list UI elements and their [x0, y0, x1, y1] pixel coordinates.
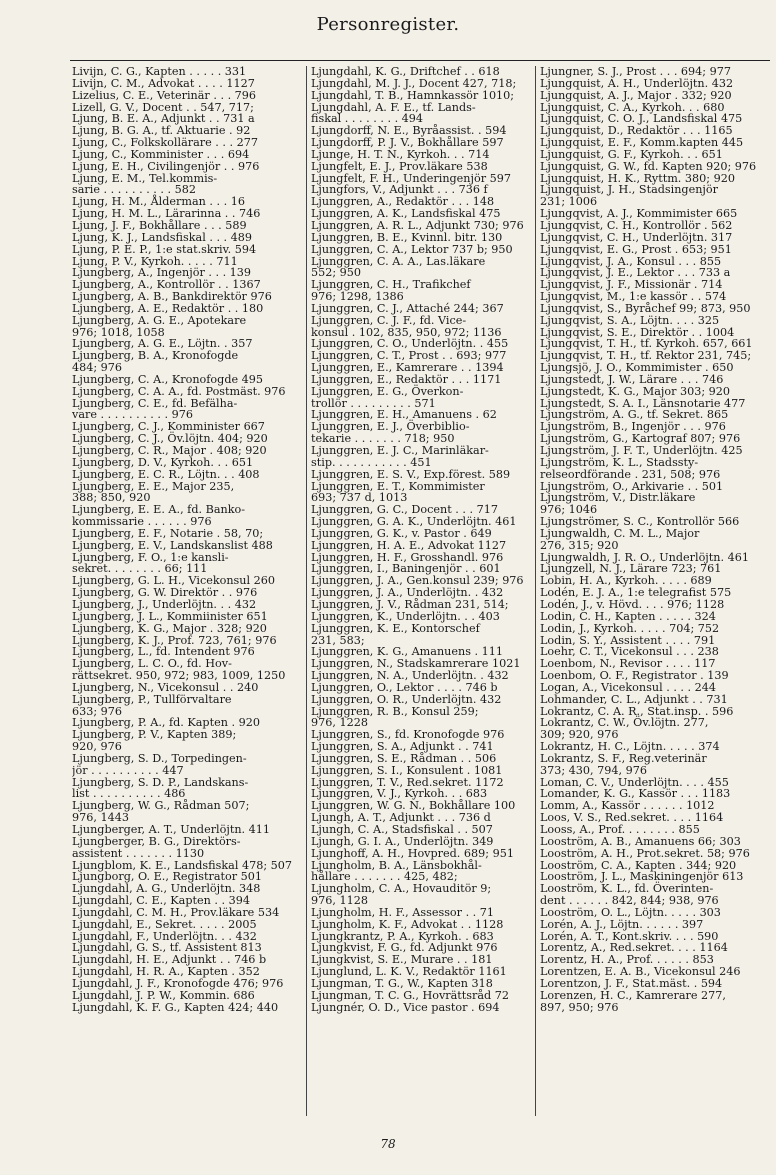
index-entry: 976, 1128 — [311, 894, 368, 908]
index-entry: 388; 850, 920 — [72, 491, 151, 505]
index-entry: kommissarie . . . . . . 976 — [72, 515, 212, 529]
index-entry: 231, 583; — [311, 633, 365, 647]
index-entry: Ljungberg, A. G. E., Löjtn. . 357 — [72, 337, 253, 351]
index-entry: Lodin, S. Y., Assistent . . . . 791 — [540, 633, 716, 647]
index-entry: Ljungqvist, A. J., Kommimister 665 — [540, 207, 738, 221]
index-entry: Lokrantz, C. A. R., Stat.insp. . 596 — [540, 704, 734, 718]
index-entry: Ljungström, G., Kartograf 807; 976 — [540, 432, 741, 446]
index-entry: Ljungberg, C. A. A., fd. Postmäst. 976 — [72, 384, 286, 398]
index-entry: Ljungberg, A., Kontrollör . . 1367 — [72, 278, 261, 292]
index-entry: Ljunggren, K. G., Amanuens . 111 — [311, 645, 503, 659]
index-entry: Ljungquist, G. F., Kyrkoh. . . 651 — [540, 147, 723, 161]
index-entry: Ljungstedt, K. G., Major 303; 920 — [540, 384, 731, 398]
index-entry: Ljunggren, C. A., Lektor 737 b; 950 — [311, 242, 513, 256]
index-entry: Ljung, J. F., Bokhållare . . . 589 — [72, 218, 247, 232]
index-entry: Ljungdahl, J. P. W., Kommin. 686 — [72, 988, 255, 1002]
index-entry: Ljunggren, W. G. N., Bokhållare 100 — [311, 799, 516, 813]
index-entry: Ljungquist, D., Redaktör . . . 1165 — [540, 124, 733, 138]
index-entry: Ljunggren, J. V., Rådman 231, 514; — [311, 597, 509, 611]
index-entry: Ljungholm, H. F., Assessor . . 71 — [311, 905, 495, 919]
index-entry: Livijn, C. G., Kapten . . . . . 331 — [72, 66, 247, 78]
index-entry: Logan, A., Vicekonsul . . . . 244 — [540, 680, 717, 694]
index-entry: Ljungdahl, F., Underlöjtn. . . 432 — [72, 929, 257, 943]
index-entry: Ljunggren, O. R., Underlöjtn. 432 — [311, 692, 502, 706]
index-entry: Ljungkrantz, P. A., Kyrkoh. . 683 — [311, 929, 494, 943]
index-entry: Ljungberg, S. D. P., Landskans- — [72, 775, 249, 789]
index-entry: Ljungkvist, F. G., fd. Adjunkt 976 — [311, 941, 498, 955]
index-entry: Ljunggren, E. H., Amanuens . 62 — [311, 408, 497, 422]
index-entry: Ljunggren, H. F., Grosshandl. 976 — [311, 550, 504, 564]
index-entry: Ljunggren, K. E., Kontorschef — [311, 621, 480, 635]
index-entry: Ljungdahl, G. S., tf. Assistent 813 — [72, 941, 262, 955]
index-entry: Ljungqvist, J. E., Lektor . . . 733 a — [540, 266, 731, 280]
index-entry: trollör . . . . . . . . . 571 — [311, 396, 436, 410]
index-entry: Ljungberg, G. L. H., Vicekonsul 260 — [72, 574, 275, 588]
index-entry: Lomm, A., Kassör . . . . . . 1012 — [540, 799, 715, 813]
index-entry: Ljungblom, K. E., Landsfiskal 478; 507 — [72, 858, 292, 872]
index-entry: Ljunglund, L. K. V., Redaktör 1161 — [311, 965, 507, 979]
index-entry: Ljunggren, B. E., Kvinnl. bitr. 130 — [311, 230, 503, 244]
index-entry: Ljungdahl, C. E., Kapten . . 394 — [72, 894, 250, 908]
index-entry: Ljunggren, I., Baningenjör . . 601 — [311, 562, 501, 576]
index-entry: Loenbom, N., Revisor . . . . 117 — [540, 657, 716, 671]
index-entry: Ljung, P. E. P., 1:e stat.skriv. 594 — [72, 242, 257, 256]
index-column-2 — [311, 66, 533, 1014]
index-entry: Ljung, B. G. A., tf. Aktuarie . 92 — [72, 124, 251, 138]
index-entry: Ljungqvist, C. H., Kontrollör . 562 — [540, 218, 733, 232]
index-entry: Ljungqvist, S. E., Direktör . . 1004 — [540, 325, 735, 339]
index-entry: Ljungberg, E. E., Major 235, — [72, 479, 235, 493]
index-entry: Lokrantz, H. C., Löjtn. . . . . 374 — [540, 740, 720, 754]
index-entry: Ljung, E. H., Civilingenjör . . 976 — [72, 159, 260, 173]
index-entry: Ljungberg, E. E. A., fd. Banko- — [72, 503, 245, 517]
index-entry: 976; 1018, 1058 — [72, 325, 165, 339]
index-entry: Ljungberg, L., fd. Intendent 976 — [72, 645, 255, 659]
index-entry: 231; 1006 — [540, 195, 598, 209]
index-entry: Livijn, C. M., Advokat . . . . 1127 — [72, 76, 255, 90]
index-entry: Ljungholm, K. F., Advokat . . 1128 — [311, 917, 504, 931]
index-entry: Ljunggren, E., Redaktör . . . 1171 — [311, 372, 502, 386]
index-entry: Ljungberg, C. J., Öv.löjtn. 404; 920 — [72, 432, 268, 446]
index-entry: Ljungquist, C. O. J., Landsfiskal 475 — [540, 112, 743, 126]
index-entry: Lodin, C. H., Kapten . . . . . 324 — [540, 609, 716, 623]
index-entry: Ljunggren, C. O., Underlöjtn. . 455 — [311, 337, 509, 351]
index-entry: Ljungdorff, N. E., Byråassist. . 594 — [311, 124, 507, 138]
index-entry: Ljungberger, A. T., Underlöjtn. 411 — [72, 823, 271, 836]
index-entry: Ljungberg, C. J., Komminister 667 — [72, 420, 265, 434]
index-entry: jör . . . . . . . . . . 447 — [72, 763, 184, 777]
index-entry: relseordförande . 231, 508; 976 — [540, 467, 721, 481]
index-entry: Ljungzell, N. J., Lärare 723; 761 — [540, 562, 722, 576]
index-entry: Ljungqvist, T. H., tf. Kyrkoh. 657, 661 — [540, 337, 753, 351]
index-entry: Ljungberg, E. F., Notarie . 58, 70; — [72, 526, 264, 540]
index-entry: Ljungberg, A. E., Redaktör . . 180 — [72, 301, 264, 315]
index-entry: Ljungberg, C. E., fd. Befälha- — [72, 396, 238, 410]
index-entry: Ljungberg, C. A., Kronofogde 495 — [72, 372, 264, 386]
index-entry: Ljung, P. V., Kyrkoh. . . . . 711 — [72, 254, 238, 268]
index-entry: 633; 976 — [72, 704, 123, 718]
index-entry: Lorenzen, H. C., Kamrerare 277, — [540, 988, 726, 1002]
index-entry: Ljunggren, S. E., Rådman . . 506 — [311, 751, 497, 765]
index-entry: Ljungberg, W. G., Rådman 507; — [72, 799, 250, 813]
index-entry: Ljungberg, A., Ingenjör . . . 139 — [72, 266, 252, 280]
index-entry: Ljungholm, C. A., Hovauditör 9; — [311, 882, 492, 896]
index-entry: Lizell, G. V., Docent . . 547, 717; — [72, 100, 254, 114]
index-entry: Ljunggren, R. B., Konsul 259; — [311, 704, 479, 718]
index-entry: Ljungberg, K. G., Major . 328; 920 — [72, 621, 267, 635]
index-entry: Lorentz, H. A., Prof. . . . . . 853 — [540, 953, 714, 967]
index-entry: Loehr, C. T., Vicekonsul . . . 238 — [540, 645, 719, 659]
index-entry: Ljungdahl, C. M. H., Prov.läkare 534 — [72, 905, 280, 919]
index-entry: Ljungberg, P. V., Kapten 389; — [72, 728, 237, 742]
index-entry: Ljungdorff, P. J. V., Bokhållare 597 — [311, 136, 504, 150]
index-entry: Ljunggren, E. J., Överbiblio- — [311, 420, 470, 434]
index-entry: sarie . . . . . . . . . . 582 — [72, 183, 196, 197]
index-entry: Ljunggren, E. G., Överkon- — [311, 384, 464, 398]
index-entry: Lodén, J., v. Hövd. . . . 976; 1128 — [540, 597, 725, 611]
index-entry: Ljungfors, V., Adjunkt . . . 736 f — [311, 183, 488, 197]
index-entry: Ljungquist, G. W., fd. Kapten 920; 976 — [540, 159, 757, 173]
page-title: Personregister. — [316, 14, 460, 35]
index-entry: Ljungwaldh, J. R. O., Underlöjtn. 461 — [540, 550, 749, 564]
index-entry: Ljungqvist, J. F., Missionär . 714 — [540, 278, 723, 292]
index-entry: Ljungdahl, K. G., Driftchef . . 618 — [311, 66, 500, 78]
index-entry: Ljungstedt, S. A. I., Länsnotarie 477 — [540, 396, 746, 410]
index-entry: Looss, A., Prof. . . . . . . . 855 — [540, 823, 700, 836]
index-entry: Ljungdahl, H. R. A., Kapten . 352 — [72, 965, 260, 979]
index-entry: Ljunggren, O., Lektor . . . . 746 b — [311, 680, 498, 694]
index-column-1 — [72, 66, 304, 1014]
index-entry: Ljungman, T. G., W., Kapten 318 — [311, 976, 493, 990]
index-entry: Ljungdahl, A. G., Underlöjtn. 348 — [72, 882, 261, 896]
index-entry: Looström, J. L., Maskiningenjör 613 — [540, 870, 744, 884]
index-entry: Ljungdahl, K. F. G., Kapten 424; 440 — [72, 1000, 279, 1014]
index-entry: Ljungberg, B. A., Kronofogde — [72, 349, 239, 363]
index-entry: Ljungdahl, E., Sekret. . . . . 2005 — [72, 917, 257, 931]
index-entry: Ljungholm, B. A., Länsbokhål- — [311, 858, 482, 872]
index-entry: Ljungqvist, C. H., Underlöjtn. 317 — [540, 230, 733, 244]
index-entry: Ljungquist, A. H., Underlöjtn. 432 — [540, 76, 734, 90]
index-entry: 693; 737 d, 1013 — [311, 491, 408, 505]
index-entry: Ljungwaldh, C. M. L., Major — [540, 526, 700, 540]
index-entry: Ljungströmer, S. C., Kontrollör 566 — [540, 515, 740, 529]
index-entry: Ljunggren, E. S. V., Exp.förest. 589 — [311, 467, 511, 481]
index-entry: Ljungquist, E. F., Komm.kapten 445 — [540, 136, 744, 150]
index-entry: Ljungberg, E. V., Landskanslist 488 — [72, 538, 273, 552]
index-column-3 — [540, 66, 772, 1014]
index-entry: Ljungberg, D. V., Kyrkoh. . . 651 — [72, 455, 254, 469]
index-entry: Ljung, B. E. A., Adjunkt . . 731 a — [72, 112, 255, 126]
index-entry: Loenbom, O. F., Registrator . 139 — [540, 669, 729, 683]
index-entry: Ljunggren, C. A. A., Las.läkare — [311, 254, 486, 268]
index-entry: Ljunggren, G. K., v. Pastor . 649 — [311, 526, 492, 540]
index-entry: Ljungberg, C. R., Major . 408; 920 — [72, 444, 267, 457]
index-entry: Lodén, E. J. A., 1:e telegrafist 575 — [540, 586, 732, 600]
index-entry: Ljunggren, N., Stadskamrerare 1021 — [311, 657, 521, 671]
index-entry: 484; 976 — [72, 361, 123, 375]
index-entry: Ljungberg, N., Vicekonsul . . 240 — [72, 680, 259, 694]
index-entry: Ljungqvist, M., 1:e kassör . . 574 — [540, 290, 727, 304]
index-entry: Ljunggren, K., Underlöjtn. . . 403 — [311, 609, 500, 623]
index-entry: Ljunggren, T. V., Red.sekret. 1172 — [311, 775, 504, 789]
index-entry: Ljungström, O., Arkivarie . . 501 — [540, 479, 724, 493]
index-entry: sekret. . . . . . . . 66; 111 — [72, 562, 208, 576]
index-entry: konsul . 102, 835, 950, 972; 1136 — [311, 325, 502, 339]
index-entry: Ljunggren, C. T., Prost . . 693; 977 — [311, 349, 507, 363]
index-entry: Ljunggren, J. A., Gen.konsul 239; 976 — [311, 574, 524, 588]
index-entry: 897, 950; 976 — [540, 1000, 619, 1014]
index-entry: Ljungh, C. A., Stadsfiskal . . 507 — [311, 823, 493, 836]
index-entry: Ljunggren, N. A., Underlöjtn. . 432 — [311, 669, 509, 683]
index-entry: Ljungberg, F. O., 1:e kansli- — [72, 550, 229, 564]
index-entry: Ljung, H. M. L., Lärarinna . . 746 — [72, 207, 261, 221]
index-entry: Looström, C. A., Kapten . 344; 920 — [540, 858, 737, 872]
index-entry: Ljungborg, O. E., Registrator 501 — [72, 870, 262, 884]
index-entry: Ljungberg, K. J., Prof. 723, 761; 976 — [72, 633, 277, 647]
index-entry: Ljunggren, C. J., Attaché 244; 367 — [311, 301, 504, 315]
index-entry: Ljungqvist, E. G., Prost . 653; 951 — [540, 242, 732, 256]
index-entry: Ljungström, J. F. T., Underlöjtn. 425 — [540, 444, 743, 457]
index-entry: Ljung, E. M., Tel.kommis- — [72, 171, 218, 185]
index-entry: Lobin, H. A., Kyrkoh. . . . . 689 — [540, 574, 712, 588]
index-entry: Looström, K. L., fd. Överinten- — [540, 882, 714, 896]
index-entry: Ljunggren, C. H., Trafikchef — [311, 278, 471, 292]
index-entry: Ljungfelt, E. J., Prov.läkare 538 — [311, 159, 488, 173]
index-entry: 976, 1228 — [311, 716, 368, 730]
index-entry: 976, 1443 — [72, 811, 129, 825]
index-entry: Ljungberg, A. G. E., Apotekare — [72, 313, 247, 327]
index-entry: Lorén, A. T., Kont.skriv. . . . 590 — [540, 929, 719, 943]
index-entry: Lokrantz, S. F., Reg.veterinär — [540, 751, 707, 765]
index-entry: Lohmander, C. L., Adjunkt . . 731 — [540, 692, 728, 706]
index-entry: Ljung, C., Komminister . . . 694 — [72, 147, 250, 161]
index-entry: Ljungberg, E. C. R., Löjtn. . . 408 — [72, 467, 260, 481]
index-entry: Loman, C. V., Underlöjtn. . . . 455 — [540, 775, 729, 789]
index-entry: list . . . . . . . . . . 486 — [72, 787, 186, 801]
index-entry: 920, 976 — [72, 740, 122, 754]
index-entry: Lorentzon, J. F., Stat.mäst. . 594 — [540, 976, 723, 990]
index-entry: Lorén, A. J., Löjtn. . . . . . 397 — [540, 917, 704, 931]
index-entry: Ljunggren, G. A. K., Underlöjtn. 461 — [311, 515, 517, 529]
index-entry: Ljunggren, E., Kamrerare . . 1394 — [311, 361, 504, 375]
index-entry: Ljunggren, S., fd. Kronofogde 976 — [311, 728, 505, 742]
index-entry: Ljungquist, J. H., Stadsingenjör — [540, 183, 718, 197]
page-number: 78 — [380, 1137, 396, 1151]
index-entry: Ljungberg, L. C. O., fd. Hov- — [72, 657, 232, 671]
index-entry: Looström, O. L., Löjtn. . . . . 303 — [540, 905, 721, 919]
index-entry: Ljunggren, A., Redaktör . . . 148 — [311, 195, 495, 209]
index-entry: Ljungdahl, A. F. E., tf. Lands- — [311, 100, 476, 114]
column-divider — [306, 66, 307, 1116]
index-entry: Ljungberg, S. D., Torpedingen- — [72, 751, 247, 765]
index-entry: Ljungberg, P. A., fd. Kapten . 920 — [72, 716, 260, 730]
index-entry: rättsekret. 950, 972; 983, 1009, 1250 — [72, 669, 286, 683]
index-entry: 976; 1298, 1386 — [311, 290, 404, 304]
index-entry: Ljungfelt, F. H., Underingenjör 597 — [311, 171, 511, 185]
header-rule — [70, 60, 770, 61]
index-entry: Ljungström, V., Distr.läkare — [540, 491, 696, 505]
index-entry: Ljunghoff, A. H., Hovpred. 689; 951 — [311, 846, 514, 860]
index-entry: Ljunggren, G. C., Docent . . . 717 — [311, 503, 498, 517]
index-entry: Lorentz, A., Red.sekret. . . . 1164 — [540, 941, 728, 955]
index-entry: 276, 315; 920 — [540, 538, 619, 552]
index-entry: 976; 1046 — [540, 503, 598, 517]
index-entry: Ljunge, H. T. N., Kyrkoh. . . 714 — [311, 147, 490, 161]
index-entry: Ljunggren, V. J., Kyrkoh. . . 683 — [311, 787, 488, 801]
column-divider — [535, 66, 536, 1116]
index-entry: Ljungqvist, T. H., tf. Rektor 231, 745; — [540, 349, 752, 363]
index-entry: Ljungstedt, J. W., Lärare . . . 746 — [540, 372, 724, 386]
index-entry: Ljungqvist, J. A., Konsul . . . 855 — [540, 254, 722, 268]
index-entry: 373; 430, 794, 976 — [540, 763, 647, 777]
index-entry: hållare . . . . . . . 425, 482; — [311, 870, 458, 884]
index-entry: Ljungström, A. G., tf. Sekret. 865 — [540, 408, 729, 422]
index-entry: Ljungberg, J. L., Kommiinister 651 — [72, 609, 268, 623]
index-entry: Ljungsjö, J. O., Kommimister . 650 — [540, 361, 734, 375]
index-entry: Ljungqvist, S., Byråchef 99; 873, 950 — [540, 301, 751, 315]
index-entry: Ljunggren, E. J. C., Marinläkar- — [311, 444, 489, 457]
index-entry: Ljungdahl, H. E., Adjunkt . . 746 b — [72, 953, 267, 967]
index-entry: Ljunggren, S. A., Adjunkt . . 741 — [311, 740, 494, 754]
index-entry: fiskal . . . . . . . . 494 — [311, 112, 424, 126]
index-entry: Ljung, C., Folkskollärare . . . 277 — [72, 136, 258, 150]
index-entry: vare . . . . . . . . . . 976 — [72, 408, 193, 422]
index-entry: Ljungström, K. L., Stadssty- — [540, 455, 699, 469]
index-entry: Ljungdahl, T. B., Hamnkassör 1010; — [311, 88, 515, 102]
index-entry: Ljungman, T. C. G., Hovrättsråd 72 — [311, 988, 510, 1002]
index-entry: Looström, A. B., Amanuens 66; 303 — [540, 834, 741, 848]
index-entry: Ljungquist, A. J., Major . 332; 920 — [540, 88, 732, 102]
index-entry: dent . . . . . . 842, 844; 938, 976 — [540, 894, 719, 908]
index-entry: Ljunggren, J. A., Underlöjtn. . 432 — [311, 586, 504, 600]
index-entry: Ljungquist, H. K., Ryttm. 380; 920 — [540, 171, 735, 185]
index-entry: Ljungberg, G. W. Direktör . . 976 — [72, 586, 258, 600]
index-entry: Ljunggren, A. K., Landsfiskal 475 — [311, 207, 501, 221]
index-entry: Lokrantz, C. W., Öv.löjtn. 277, — [540, 716, 709, 730]
index-entry: Ljunggren, E. T., Kommimister — [311, 479, 485, 493]
index-entry: Ljungberg, A. B., Bankdirektör 976 — [72, 290, 272, 304]
index-entry: Ljungnér, O. D., Vice pastor . 694 — [311, 1000, 500, 1014]
index-entry: Ljunggren, C. J. F., fd. Vice- — [311, 313, 467, 327]
index-entry: Ljungh, A. T., Adjunkt . . . 736 d — [311, 811, 491, 825]
index-entry: Ljungner, S. J., Prost . . . 694; 977 — [540, 66, 731, 78]
index-entry: Loos, V. S., Red.sekret. . . . 1164 — [540, 811, 724, 825]
index-entry: Ljung, H. M., Ålderman . . . 16 — [72, 195, 245, 209]
index-entry: Ljungqvist, S. A., Löjtn. . . . 325 — [540, 313, 720, 327]
index-entry: 552; 950 — [311, 266, 362, 280]
index-entry: Ljungdahl, M. J. J., Docent 427, 718; — [311, 76, 517, 90]
index-entry: assistent . . . . . . . 1130 — [72, 846, 205, 860]
index-entry: tekarie . . . . . . . 718; 950 — [311, 432, 455, 446]
index-entry: Ljunggren, H. A. E., Advokat 1127 — [311, 538, 507, 552]
index-entry: Ljungberg, J., Underlöjtn. . . 432 — [72, 597, 257, 611]
index-entry: Ljungkvist, S. E., Murare . . 181 — [311, 953, 493, 967]
index-entry: Ljungquist, C. A., Kyrkoh. . . 680 — [540, 100, 725, 114]
index-entry: Lodin, J., Kyrkoh. . . . . 704; 752 — [540, 621, 720, 635]
index-entry: Ljungdahl, J. F., Kronofogde 476; 976 — [72, 976, 284, 990]
index-entry: Lorentzen, E. A. B., Vicekonsul 246 — [540, 965, 741, 979]
index-entry: Ljungström, B., Ingenjör . . . 976 — [540, 420, 726, 434]
index-entry: Ljung, K. J., Landsfiskal . . . 489 — [72, 230, 253, 244]
index-entry: 309; 920, 976 — [540, 728, 619, 742]
index-entry: Looström, A. H., Prot.sekret. 58; 976 — [540, 846, 750, 860]
index-entry: Ljungberger, B. G., Direktörs- — [72, 834, 241, 848]
index-entry: Ljunggren, S. I., Konsulent . 1081 — [311, 763, 503, 777]
index-entry: Lizelius, C. E., Veterinär . . . 796 — [72, 88, 257, 102]
index-entry: Ljungh, G. I. A., Underlöjtn. 349 — [311, 834, 494, 848]
index-entry: Ljungberg, P., Tullförvaltare — [72, 692, 232, 706]
index-entry: stip. . . . . . . . . . . 451 — [311, 455, 432, 469]
index-entry: Lomander, K. G., Kassör . . . 1183 — [540, 787, 731, 801]
index-entry: Ljunggren, A. R. L., Adjunkt 730; 976 — [311, 218, 524, 232]
